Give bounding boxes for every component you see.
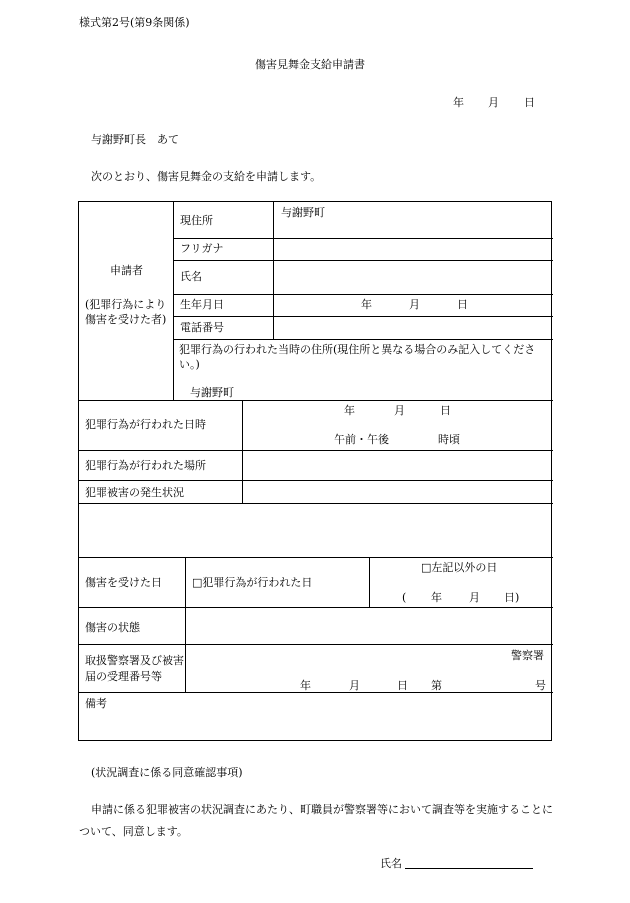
crime-situation-label: 犯罪被害の発生状況: [85, 486, 184, 499]
row-divider: [173, 339, 553, 340]
birthdate-label: 生年月日: [180, 298, 224, 311]
crime-place-label: 犯罪行為が行われた場所: [85, 459, 206, 472]
row-divider: [79, 503, 553, 504]
phone-label: 電話番号: [180, 321, 224, 334]
police-year: 年: [300, 679, 311, 692]
row-divider: [173, 260, 553, 261]
form-number: 様式第2号(第9条関係): [79, 16, 190, 29]
row-divider: [173, 316, 553, 317]
row-divider: [79, 644, 553, 645]
other-month: 月: [469, 591, 480, 604]
application-form-table: [78, 201, 552, 741]
row-divider: [79, 557, 553, 558]
police-month: 月: [349, 679, 360, 692]
row-divider: [79, 450, 553, 451]
address-label: 現住所: [180, 214, 213, 227]
police-station: 警察署: [511, 649, 544, 662]
row-divider: [173, 238, 553, 239]
row-divider: [79, 607, 553, 608]
row-divider: [173, 294, 553, 295]
police-go: 号: [535, 679, 546, 692]
date-month: 月: [488, 96, 499, 109]
option-other-day-checkbox[interactable]: □左記以外の日: [421, 561, 498, 574]
past-address-value[interactable]: 与謝野町: [190, 386, 234, 399]
name-label: 氏名: [180, 270, 202, 283]
crime-dt-ampm: 午前・午後: [334, 433, 389, 446]
police-dai: 第: [431, 679, 442, 692]
consent-text: 申請に係る犯罪被害の状況調査にあたり、町職員が警察署等において調査等を実施することについて、同意します。: [79, 803, 553, 838]
col-divider: [273, 202, 274, 339]
col-divider: [242, 400, 243, 503]
birth-year: 年: [361, 298, 372, 311]
applicant-label: 申請者: [110, 264, 143, 277]
injury-date-label: 傷害を受けた日: [85, 576, 162, 589]
row-divider: [79, 692, 553, 693]
page-title: 傷害見舞金支給申請書: [255, 58, 365, 71]
signature-line[interactable]: [405, 868, 533, 869]
option-crime-day-checkbox[interactable]: □犯罪行為が行われた日: [192, 576, 313, 589]
col-divider: [185, 557, 186, 692]
signature-label: 氏名: [380, 857, 402, 870]
col-divider: [369, 557, 370, 607]
applicant-note: (犯罪行為により傷害を受けた者): [85, 298, 167, 326]
other-day: 日): [504, 591, 520, 604]
date-day: 日: [524, 96, 535, 109]
birth-day: 日: [457, 298, 468, 311]
remarks-label: 備考: [85, 697, 107, 710]
other-year: 年: [431, 591, 442, 604]
birth-month: 月: [409, 298, 420, 311]
date-year: 年: [453, 96, 464, 109]
addressee: 与謝野町長 あて: [91, 133, 179, 146]
injury-state-label: 傷害の状態: [85, 621, 140, 634]
crime-dt-year: 年: [344, 404, 355, 417]
row-divider: [79, 400, 553, 401]
police-label: 取扱警察署及び被害届の受理番号等: [85, 654, 184, 683]
police-day: 日: [397, 679, 408, 692]
address-value[interactable]: 与謝野町: [281, 206, 325, 219]
consent-heading: (状況調査に係る同意確認事項): [91, 766, 243, 779]
other-paren-open: (: [402, 591, 407, 604]
col-divider: [173, 202, 174, 400]
row-divider: [79, 480, 553, 481]
crime-dt-day: 日: [440, 404, 451, 417]
crime-dt-time: 時頃: [438, 433, 460, 446]
intro-text: 次のとおり、傷害見舞金の支給を申請します。: [91, 170, 322, 183]
past-address-label: 犯罪行為の行われた当時の住所(現住所と異なる場合のみ記入してください。): [179, 343, 536, 371]
crime-datetime-label: 犯罪行為が行われた日時: [85, 418, 206, 431]
crime-dt-month: 月: [394, 404, 405, 417]
furigana-label: フリガナ: [180, 242, 224, 255]
